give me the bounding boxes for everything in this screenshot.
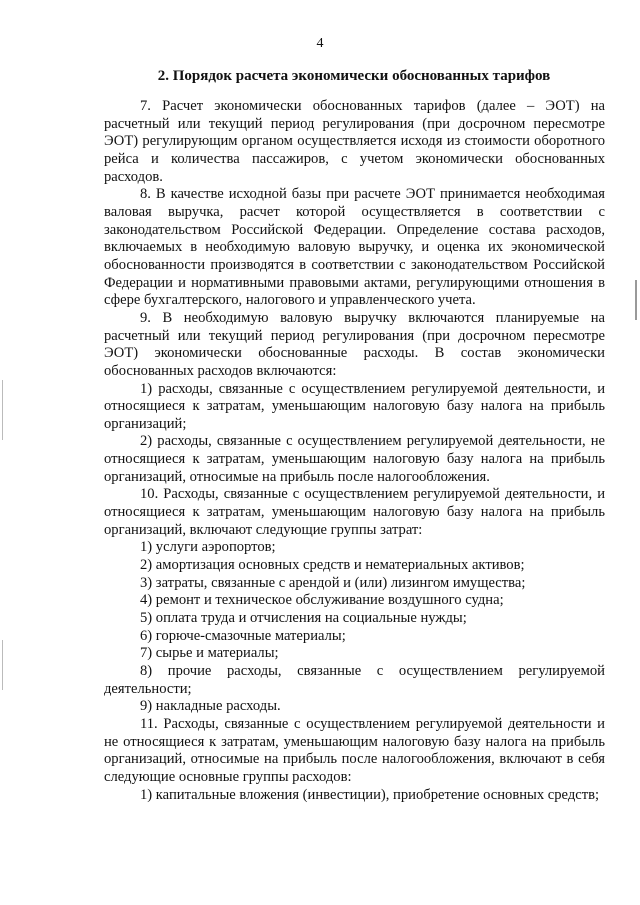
list-item: 6) горюче-смазочные материалы; <box>140 627 346 644</box>
list-item: 4) ремонт и техническое обслуживание воздушного судна; <box>140 592 504 609</box>
list-item: 1) капитальные вложения (инвестиции), приобретение основных средств; <box>140 786 600 803</box>
scan-edge-left <box>2 380 3 440</box>
scan-edge-right <box>635 280 637 320</box>
paragraph-9: 9. В необходимую валовую выручку включаются планируемые на расчетный или текущий период регулирования (при досрочном пересмотре ЭОТ) экономически обоснованные расходы. В состав экономически обоснованных расходов включаются: <box>104 309 605 379</box>
list-item: 7) сырье и материалы; <box>140 645 279 662</box>
paragraph-7: 7. Расчет экономически обоснованных тарифов (далее – ЭОТ) на расчетный или текущий период регулирования (при досрочном пересмотре ЭОТ) регулирующим органом осуществляется исходя из стоимости оборотного рейса и количества пассажиров, с учетом экономически обоснованных расходов. <box>104 98 605 185</box>
paragraph-10: 10. Расходы, связанные с осуществлением регулируемой деятельности, и относящиеся к затратам, уменьшающим налоговую базу налога на прибыль организаций, включают следующие группы затрат: <box>104 486 605 538</box>
page-number: 4 <box>316 36 324 51</box>
list-item: 9) накладные расходы. <box>140 698 281 715</box>
document-body <box>104 98 605 804</box>
list-item: 8) прочие расходы, связанные с осуществлением регулируемой деятельности; <box>104 663 605 697</box>
list-item: 2) расходы, связанные с осуществлением регулируемой деятельности, не относящиеся к затратам, уменьшающим налоговую базу налога на прибыль организаций, относимые на прибыль после налогообложения. <box>104 433 605 485</box>
section-heading: 2. Порядок расчета экономически обоснованных тарифов <box>157 68 551 84</box>
list-item: 2) амортизация основных средств и нематериальных активов; <box>140 557 525 574</box>
list-item: 1) расходы, связанные с осуществлением регулируемой деятельности, и относящиеся к затратам, уменьшающим налоговую базу налога на прибыль организаций; <box>104 380 605 432</box>
list-item: 1) услуги аэропортов; <box>140 539 276 556</box>
paragraph-11: 11. Расходы, связанные с осуществлением регулируемой деятельности и не относящиеся к затратам, уменьшающим налоговую базу налога на прибыль организаций, относимые на прибыль после налогообложения, включают в себя следующие основные группы расходов: <box>104 715 605 785</box>
list-item: 3) затраты, связанные с арендой и (или) лизингом имущества; <box>140 574 526 591</box>
paragraph-8: 8. В качестве исходной базы при расчете ЭОТ принимается необходимая валовая выручка, расчет которой осуществляется в соответствии с законодательством Российской Федерации. Определение состава расходов, включаемых в необходимую валовую выручку, и оценка их экономической обоснованности производятся в соответствии с законодательством Российской Федерации и нормативными правовыми актами, регулирующими отношения в сфере бухгалтерского, налогового и управленческого учета. <box>104 186 605 309</box>
scan-edge-left-lower <box>2 640 3 690</box>
list-item: 5) оплата труда и отчисления на социальные нужды; <box>140 610 467 627</box>
